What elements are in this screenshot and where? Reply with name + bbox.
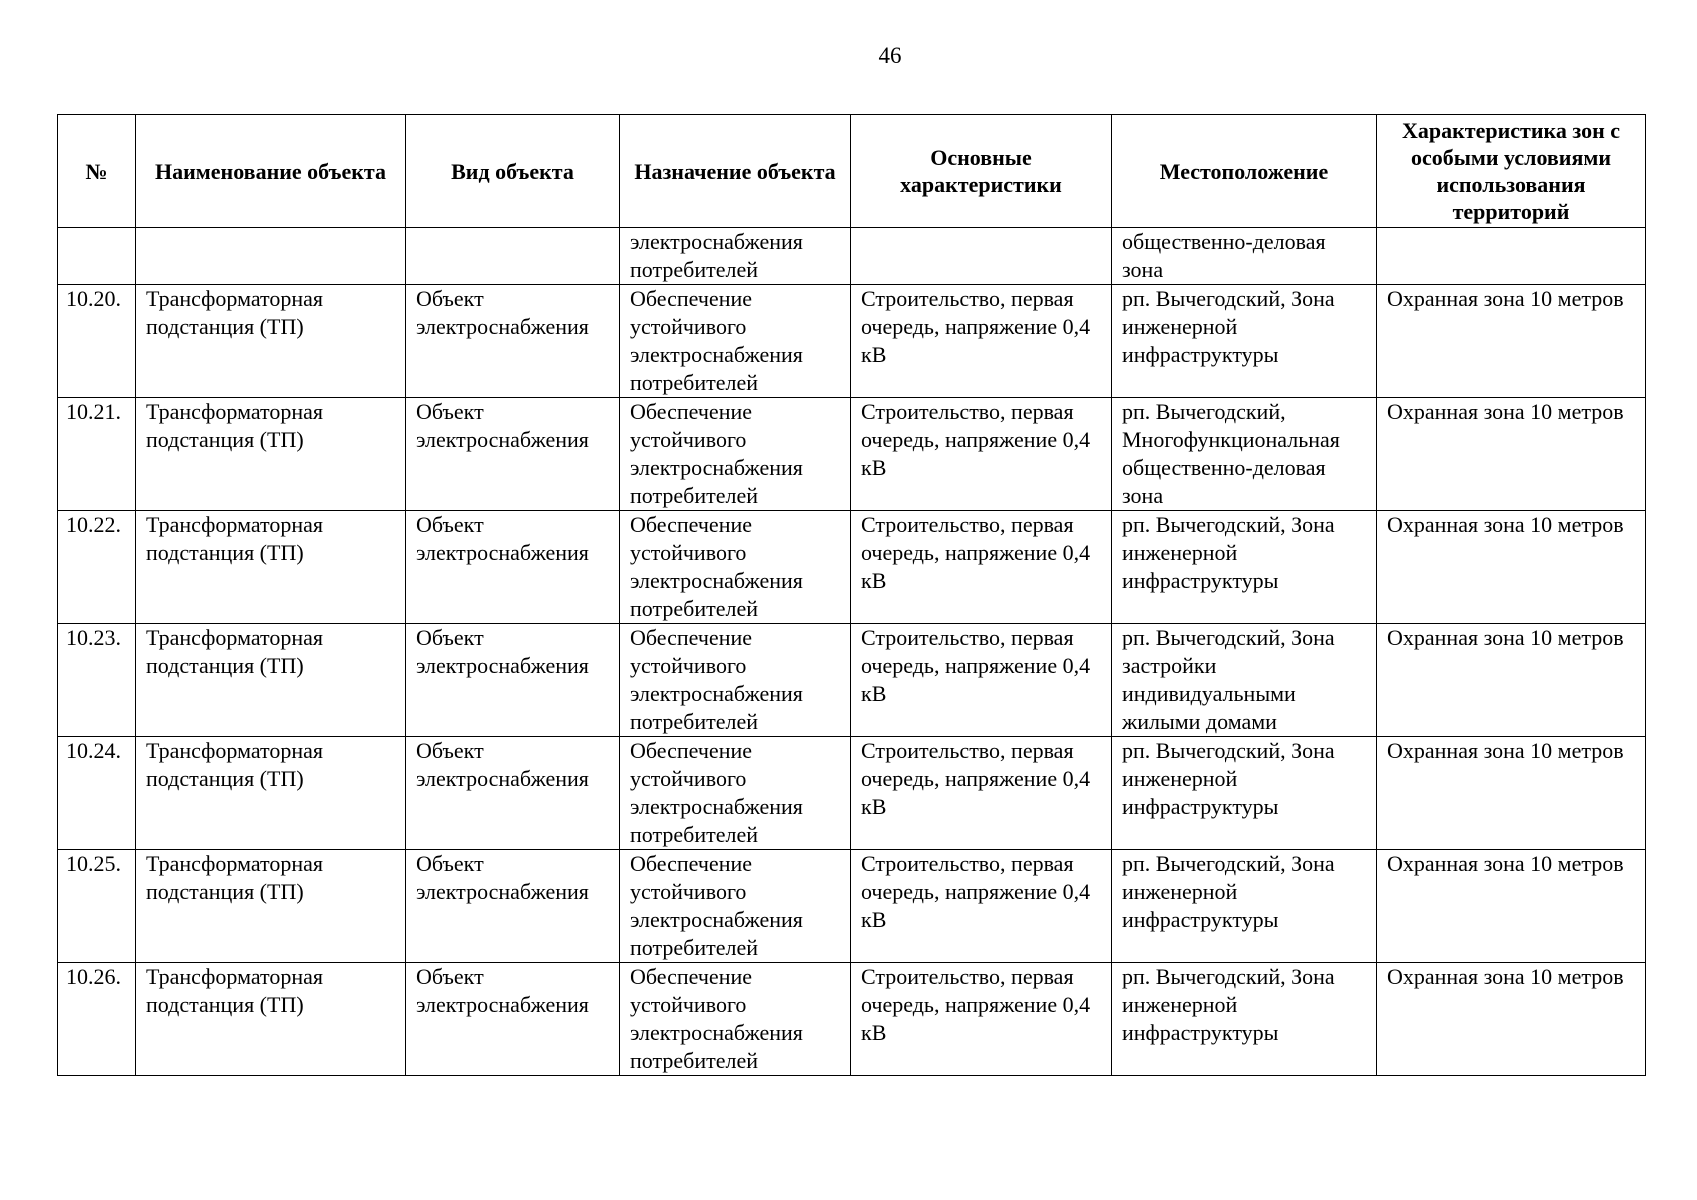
cell-purpose: Обеспечение устойчивого электроснабжения потребителей bbox=[620, 285, 851, 398]
cell-specs: Строительство, первая очередь, напряжение 0,4 кВ bbox=[851, 511, 1112, 624]
cell-name bbox=[136, 228, 406, 285]
cell-purpose: Обеспечение устойчивого электроснабжения потребителей bbox=[620, 963, 851, 1076]
objects-table bbox=[57, 114, 1646, 1076]
cell-location: рп. Вычегодский, Зона инженерной инфраструктуры bbox=[1112, 850, 1377, 963]
cell-location: рп. Вычегодский, Зона инженерной инфраструктуры bbox=[1112, 737, 1377, 850]
cell-purpose: Обеспечение устойчивого электроснабжения потребителей bbox=[620, 737, 851, 850]
cell-zone: Охранная зона 10 метров bbox=[1377, 511, 1646, 624]
cell-purpose: Обеспечение устойчивого электроснабжения потребителей bbox=[620, 624, 851, 737]
cell-name: Трансформаторная подстанция (ТП) bbox=[136, 850, 406, 963]
table-row bbox=[58, 963, 1646, 1076]
header-number: № bbox=[58, 115, 136, 228]
cell-number: 10.23. bbox=[58, 624, 136, 737]
cell-kind: Объект электроснабжения bbox=[406, 850, 620, 963]
cell-zone: Охранная зона 10 метров bbox=[1377, 398, 1646, 511]
cell-number: 10.20. bbox=[58, 285, 136, 398]
header-row bbox=[58, 115, 1646, 228]
table-row bbox=[58, 398, 1646, 511]
header-location: Местоположение bbox=[1112, 115, 1377, 228]
cell-number: 10.26. bbox=[58, 963, 136, 1076]
header-zone-characteristics: Характеристика зон с особыми условиями использования территорий bbox=[1377, 115, 1646, 228]
cell-specs: Строительство, первая очередь, напряжение 0,4 кВ bbox=[851, 850, 1112, 963]
cell-kind: Объект электроснабжения bbox=[406, 285, 620, 398]
cell-zone: Охранная зона 10 метров bbox=[1377, 737, 1646, 850]
header-object-purpose: Назначение объекта bbox=[620, 115, 851, 228]
cell-kind: Объект электроснабжения bbox=[406, 737, 620, 850]
cell-specs: Строительство, первая очередь, напряжение 0,4 кВ bbox=[851, 737, 1112, 850]
cell-specs: Строительство, первая очередь, напряжение 0,4 кВ bbox=[851, 624, 1112, 737]
cell-number: 10.24. bbox=[58, 737, 136, 850]
cell-zone: Охранная зона 10 метров bbox=[1377, 850, 1646, 963]
table-row bbox=[58, 737, 1646, 850]
cell-location: рп. Вычегодский, Зона инженерной инфраструктуры bbox=[1112, 511, 1377, 624]
table-row bbox=[58, 624, 1646, 737]
cell-kind: Объект электроснабжения bbox=[406, 398, 620, 511]
cell-location: рп. Вычегодский, Многофункциональная общественно-деловая зона bbox=[1112, 398, 1377, 511]
page-number: 46 bbox=[878, 43, 902, 68]
cell-specs bbox=[851, 228, 1112, 285]
cell-name: Трансформаторная подстанция (ТП) bbox=[136, 511, 406, 624]
cell-zone: Охранная зона 10 метров bbox=[1377, 963, 1646, 1076]
cell-number: 10.25. bbox=[58, 850, 136, 963]
cell-purpose: Обеспечение устойчивого электроснабжения потребителей bbox=[620, 511, 851, 624]
cell-specs: Строительство, первая очередь, напряжение 0,4 кВ bbox=[851, 963, 1112, 1076]
cell-kind: Объект электроснабжения bbox=[406, 511, 620, 624]
cell-zone: Охранная зона 10 метров bbox=[1377, 285, 1646, 398]
cell-name: Трансформаторная подстанция (ТП) bbox=[136, 624, 406, 737]
cell-zone: Охранная зона 10 метров bbox=[1377, 624, 1646, 737]
cell-location: рп. Вычегодский, Зона застройки индивидуальными жилыми домами bbox=[1112, 624, 1377, 737]
cell-name: Трансформаторная подстанция (ТП) bbox=[136, 398, 406, 511]
cell-location: рп. Вычегодский, Зона инженерной инфраструктуры bbox=[1112, 285, 1377, 398]
cell-number bbox=[58, 228, 136, 285]
cell-kind bbox=[406, 228, 620, 285]
cell-location: общественно-деловая зона bbox=[1112, 228, 1377, 285]
cell-kind: Объект электроснабжения bbox=[406, 624, 620, 737]
cell-kind: Объект электроснабжения bbox=[406, 963, 620, 1076]
header-object-name: Наименование объекта bbox=[136, 115, 406, 228]
cell-location: рп. Вычегодский, Зона инженерной инфраструктуры bbox=[1112, 963, 1377, 1076]
table-row bbox=[58, 511, 1646, 624]
header-object-kind: Вид объекта bbox=[406, 115, 620, 228]
cell-purpose: электроснабжения потребителей bbox=[620, 228, 851, 285]
cell-name: Трансформаторная подстанция (ТП) bbox=[136, 737, 406, 850]
cell-zone bbox=[1377, 228, 1646, 285]
cell-purpose: Обеспечение устойчивого электроснабжения потребителей bbox=[620, 398, 851, 511]
cell-name: Трансформаторная подстанция (ТП) bbox=[136, 963, 406, 1076]
cell-specs: Строительство, первая очередь, напряжение 0,4 кВ bbox=[851, 398, 1112, 511]
header-main-specs: Основные характеристики bbox=[851, 115, 1112, 228]
table-row bbox=[58, 285, 1646, 398]
cell-number: 10.22. bbox=[58, 511, 136, 624]
cell-number: 10.21. bbox=[58, 398, 136, 511]
continuation-row bbox=[58, 228, 1646, 285]
cell-purpose: Обеспечение устойчивого электроснабжения потребителей bbox=[620, 850, 851, 963]
table-row bbox=[58, 850, 1646, 963]
cell-name: Трансформаторная подстанция (ТП) bbox=[136, 285, 406, 398]
cell-specs: Строительство, первая очередь, напряжение 0,4 кВ bbox=[851, 285, 1112, 398]
